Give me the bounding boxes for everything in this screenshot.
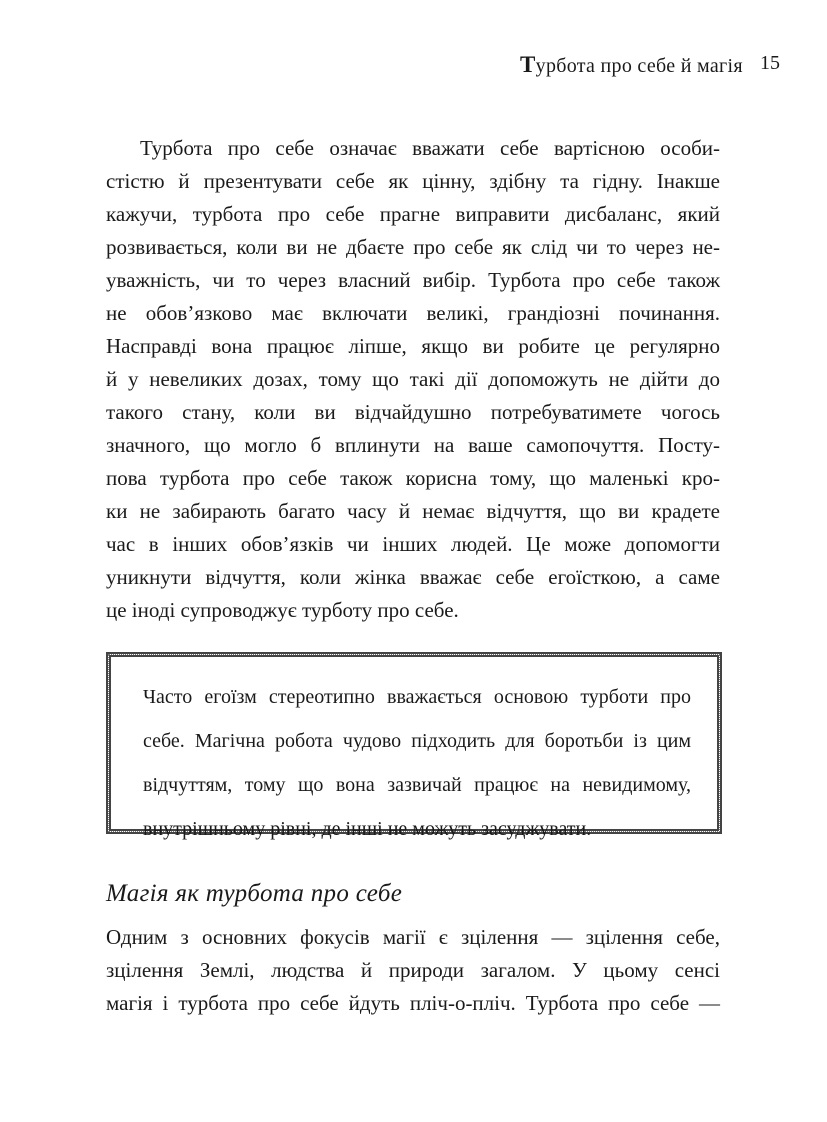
callout-line: Часто егоїзм стереотипно вважається основою турботи про	[143, 686, 691, 708]
text-line: зцілення Землі, людства й природи загалом. У цьому сенсі	[106, 958, 720, 982]
text-line: пова турбота про себе також корисна тому, що маленькі кро-	[106, 466, 720, 490]
text-line: такого стану, коли ви відчайдушно потребуватимете чогось	[106, 400, 720, 424]
paragraph-1	[106, 132, 720, 627]
page-number: 15	[760, 52, 780, 74]
running-title: Турбота про себе й магія	[520, 52, 743, 77]
text-line: магія і турбота про себе йдуть пліч-о-пліч. Турбота про себе —	[106, 991, 720, 1015]
text-line: ки не забирають багато часу й немає відчуття, що ви крадете	[106, 499, 720, 523]
callout-line: себе. Магічна робота чудово підходить для боротьби із цим	[143, 730, 691, 752]
text-line: не обов’язково має включати великі, грандіозні починання.	[106, 301, 720, 325]
paragraph-2	[106, 921, 720, 1020]
text-line: час в інших обов’язків чи інших людей. Це може допомогти	[106, 532, 720, 556]
section-heading: Магія як турбота про себе	[106, 880, 403, 907]
callout-line: відчуттям, тому що вона зазвичай працює на невидимому,	[143, 774, 691, 796]
callout-box	[106, 652, 722, 840]
text-line: Насправді вона працює ліпше, якщо ви робите це регулярно	[106, 334, 720, 358]
text-line: уважність, чи то через власний вибір. Турбота про себе також	[106, 268, 720, 292]
text-line: це іноді супроводжує турботу про себе.	[106, 598, 459, 622]
running-header	[520, 52, 780, 82]
text-line: уникнути відчуття, коли жінка вважає себе егоїсткою, а саме	[106, 565, 720, 589]
text-line: значного, що могло б вплинути на ваше самопочуття. Посту-	[106, 433, 720, 457]
text-line: й у невеликих дозах, тому що такі дії допоможуть не дійти до	[106, 367, 720, 391]
callout-line: внутрішньому рівні, де інші не можуть засуджувати.	[143, 818, 592, 840]
text-line: розвивається, коли ви не дбаєте про себе як слід чи то через не-	[106, 235, 720, 259]
text-line: Турбота про себе означає вважати себе вартісною особи-	[140, 136, 720, 160]
text-line: Одним з основних фокусів магії є зцілення — зцілення себе,	[106, 925, 720, 949]
text-line: стістю й презентувати себе як цінну, здібну та гідну. Інакше	[106, 169, 720, 193]
text-line: кажучи, турбота про себе прагне виправити дисбаланс, який	[106, 202, 720, 226]
